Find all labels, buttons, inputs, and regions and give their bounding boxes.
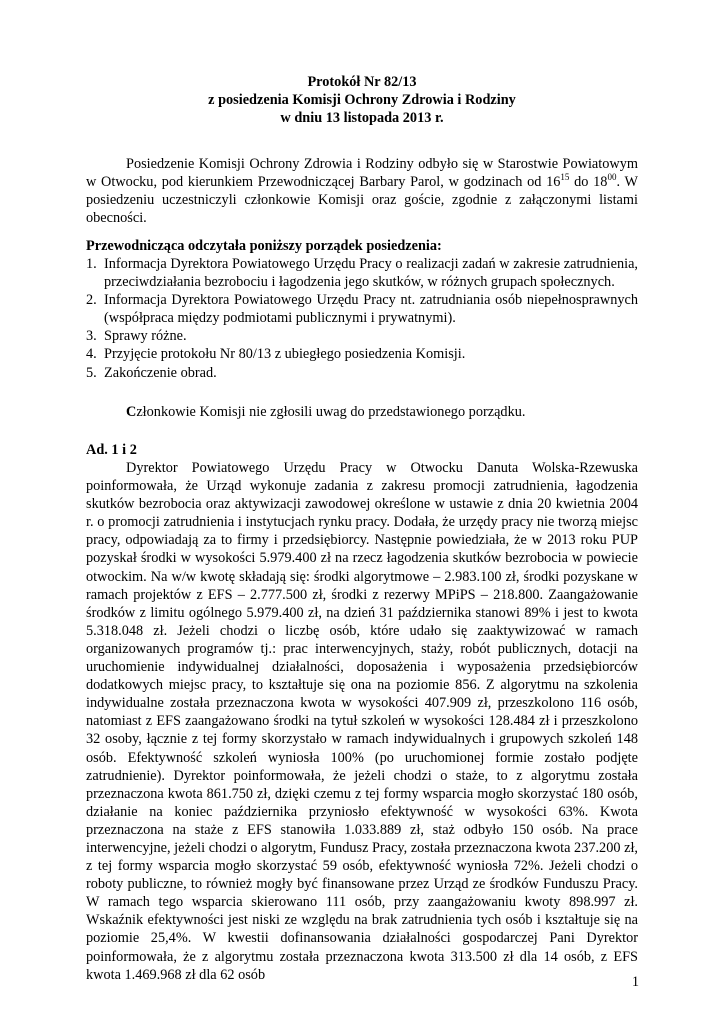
committee-subtitle: z posiedzenia Komisji Ochrony Zdrowia i Rodziny bbox=[208, 92, 516, 108]
section-heading: Ad. 1 i 2 bbox=[86, 442, 137, 458]
intro-paragraph: Posiedzenie Komisji Ochrony Zdrowia i Rodziny odbyło się w Starostwie Powiatowym w Otwocku, pod kierunkiem Przewodniczącej Barbary Parol, w godzinach od $16^{15}$ do $18^{00}$. W posiedzeniu uczestniczyli członkowie Komisji oraz goście, zgodnie z załączonymi listami obecności. bbox=[86, 156, 638, 227]
agenda-list bbox=[86, 255, 638, 382]
meeting-date: w dniu 13 listopada 2013 r. bbox=[280, 110, 444, 126]
page-number: 1 bbox=[631, 974, 639, 990]
section-body: Dyrektor Powiatowego Urzędu Pracy w Otwocku Danuta Wolska-Rzewuska poinformowała, że Urząd wykonuje zadania z zakresu promocji zatrudnienia, łagodzenia skutków bezrobocia oraz aktywizacji zawodowej określone w ustawie z dnia 20 kwietnia 2004 r. o promocji zatrudnienia i instytucjach rynku pracy. Dodała, że urzędy pracy nie tworzą miejsc pracy, odpowiadają za to firmy i przedsiębiorcy. Następnie powiedziała, że w 2013 roku PUP pozyskał środki w wysokości 5.979.400 zł na rzecz łagodzenia skutków bezrobocia w powiecie otwockim. Na w/w kwotę składają się: środki algorytmowe – 2.983.100 zł, środki pozyskane w ramach projektów z EFS – 2.777.500 zł, środki z rezerwy MPiPS – 218.800. Zaangażowanie środków z limitu ogólnego 5.979.400 zł, na dzień 31 października stanowi 89% i jest to kwota 5.318.048 zł. Jeżeli chodzi o liczbę osób, które udało się zaaktywizować w ramach organizowanych programów tj.: prac interwencyjnych, staży, robót publicznych, dotacji na uruchomienie indywidualnej działalności, doposażenia i wyposażenia przedsiębiorców dodatkowych miejsc pracy, to kształtuje się ona na poziomie 856. Z algorytmu na szkolenia indywidualne została przeznaczona kwota w wysokości 407.909 zł, przeszkolono 116 osób, natomiast z EFS zaangażowano środki na tytuł szkoleń w wysokości 128.484 zł i przeszkolono 32 osoby, łącznie z tej formy skorzystało w ramach indywidualnych i grupowych szkoleń 148 osób. Efektywność szkoleń wyniosła 100% (po uruchomionej formie zostało podjęte zatrudnienie). Dyrektor poinformowała, że jeżeli chodzi o staże, to z algorytmu została przeznaczona kwota 861.750 zł, dzięki czemu z tej formy wsparcia mogło skorzystać 180 osób, działanie na koniec października przyniosło efektywność w wysokości 63%. Kwota przeznaczona na staże z EFS stanowiła 1.033.889 zł, staż odbyło 150 osób. Na prace interwencyjne, jeżeli chodzi o algorytm, Fundusz Pracy, została przeznaczona kwota 237.200 zł, z tej formy wsparcia mogło skorzystać 59 osób, efektywność wyniosła 72%. Jeżeli chodzi o roboty publiczne, to również mogły być finansowane przez Urząd ze środków Funduszu Pracy. W ramach tego wsparcia skierowano 111 osób, przy zaangażowaniu kwoty 898.997 zł. Wskaźnik efektywności jest niski ze względu na brak zatrudnienia tych osób i kształtuje się na poziomie 25,4%. W kwestii dofinansowania działalności gospodarczej Pani Dyrektor poinformowała, że z algorytmu została przeznaczona kwota 313.500 zł dla 14 osób, z EFS kwota 1.469.968 zł dla 62 osób bbox=[86, 460, 638, 983]
agenda-item: 2. Informacja Dyrektora Powiatowego Urzędu Pracy nt. zatrudniania osób niepełnosprawnych (współpraca między podmiotami publicznymi i prywatnymi). bbox=[86, 292, 638, 327]
agenda-item: 4. Przyjęcie protokołu Nr 80/13 z ubiegłego posiedzenia Komisji. bbox=[86, 346, 466, 363]
agenda-item: 1. Informacja Dyrektora Powiatowego Urzędu Pracy o realizacji zadań w zakresie zatrudnienia, przeciwdziałania bezrobociu i łagodzenia jego skutków, w różnych grupach społecznych. bbox=[86, 256, 638, 291]
agenda-item: 3. Sprawy różne. bbox=[86, 328, 187, 345]
protocol-title: Protokół Nr 82/13 bbox=[307, 74, 417, 90]
no-objections-paragraph: Członkowie Komisji nie zgłosili uwag do przedstawionego porządku. bbox=[126, 404, 526, 420]
agenda-item: 5. Zakończenie obrad. bbox=[86, 364, 217, 381]
agenda-heading: Przewodnicząca odczytała poniższy porządek posiedzenia: bbox=[86, 238, 442, 254]
